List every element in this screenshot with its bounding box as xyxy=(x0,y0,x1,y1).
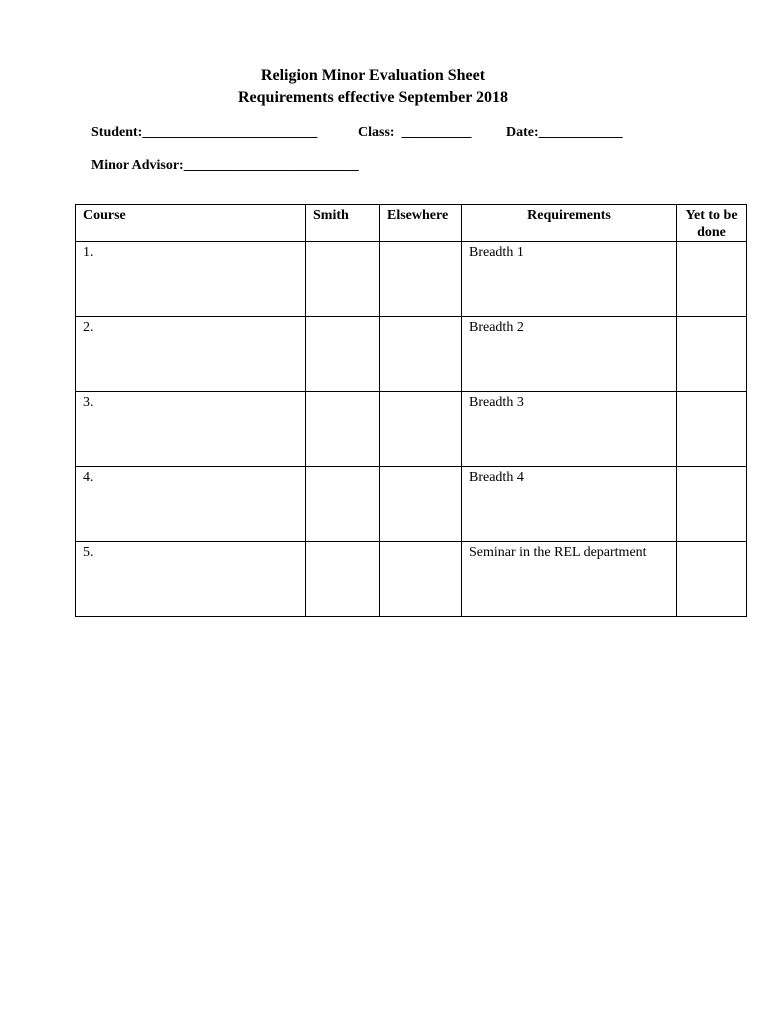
yet-to-be-done-cell[interactable] xyxy=(677,542,747,617)
elsewhere-cell[interactable] xyxy=(380,542,462,617)
table-row xyxy=(76,317,747,392)
table-row xyxy=(76,542,747,617)
header-yet-to-be-done: Yet to be done xyxy=(677,205,747,242)
page-title: Religion Minor Evaluation Sheet xyxy=(260,67,486,84)
page-subtitle: Requirements effective September 2018 xyxy=(238,89,508,106)
smith-cell[interactable] xyxy=(306,317,380,392)
student-field[interactable]: Student:_________________________ xyxy=(91,125,318,140)
smith-cell[interactable] xyxy=(306,467,380,542)
yet-to-be-done-cell[interactable] xyxy=(677,467,747,542)
requirement-cell: Breadth 3 xyxy=(462,392,677,467)
elsewhere-cell[interactable] xyxy=(380,242,462,317)
yet-to-be-done-cell[interactable] xyxy=(677,392,747,467)
header-elsewhere: Elsewhere xyxy=(380,205,462,242)
table-row xyxy=(76,467,747,542)
smith-cell[interactable] xyxy=(306,242,380,317)
course-cell[interactable]: 5. xyxy=(76,542,306,617)
course-cell[interactable]: 2. xyxy=(76,317,306,392)
requirement-cell: Breadth 4 xyxy=(462,467,677,542)
elsewhere-cell[interactable] xyxy=(380,467,462,542)
yet-to-be-done-cell[interactable] xyxy=(677,317,747,392)
course-cell[interactable]: 3. xyxy=(76,392,306,467)
header-requirements: Requirements xyxy=(462,205,677,242)
header-course: Course xyxy=(76,205,306,242)
header-smith: Smith xyxy=(306,205,380,242)
course-cell[interactable]: 1. xyxy=(76,242,306,317)
evaluation-table xyxy=(75,204,747,617)
smith-cell[interactable] xyxy=(306,392,380,467)
table-row xyxy=(76,392,747,467)
table-header-row xyxy=(76,205,747,242)
requirement-cell: Breadth 1 xyxy=(462,242,677,317)
class-field[interactable]: Class: __________ xyxy=(358,125,472,140)
minor-advisor-field[interactable]: Minor Advisor:_________________________ xyxy=(91,158,359,173)
elsewhere-cell[interactable] xyxy=(380,317,462,392)
smith-cell[interactable] xyxy=(306,542,380,617)
course-cell[interactable]: 4. xyxy=(76,467,306,542)
table-row xyxy=(76,242,747,317)
elsewhere-cell[interactable] xyxy=(380,392,462,467)
requirement-cell: Seminar in the REL department xyxy=(462,542,677,617)
requirement-cell: Breadth 2 xyxy=(462,317,677,392)
yet-to-be-done-cell[interactable] xyxy=(677,242,747,317)
date-field[interactable]: Date:____________ xyxy=(506,125,623,140)
